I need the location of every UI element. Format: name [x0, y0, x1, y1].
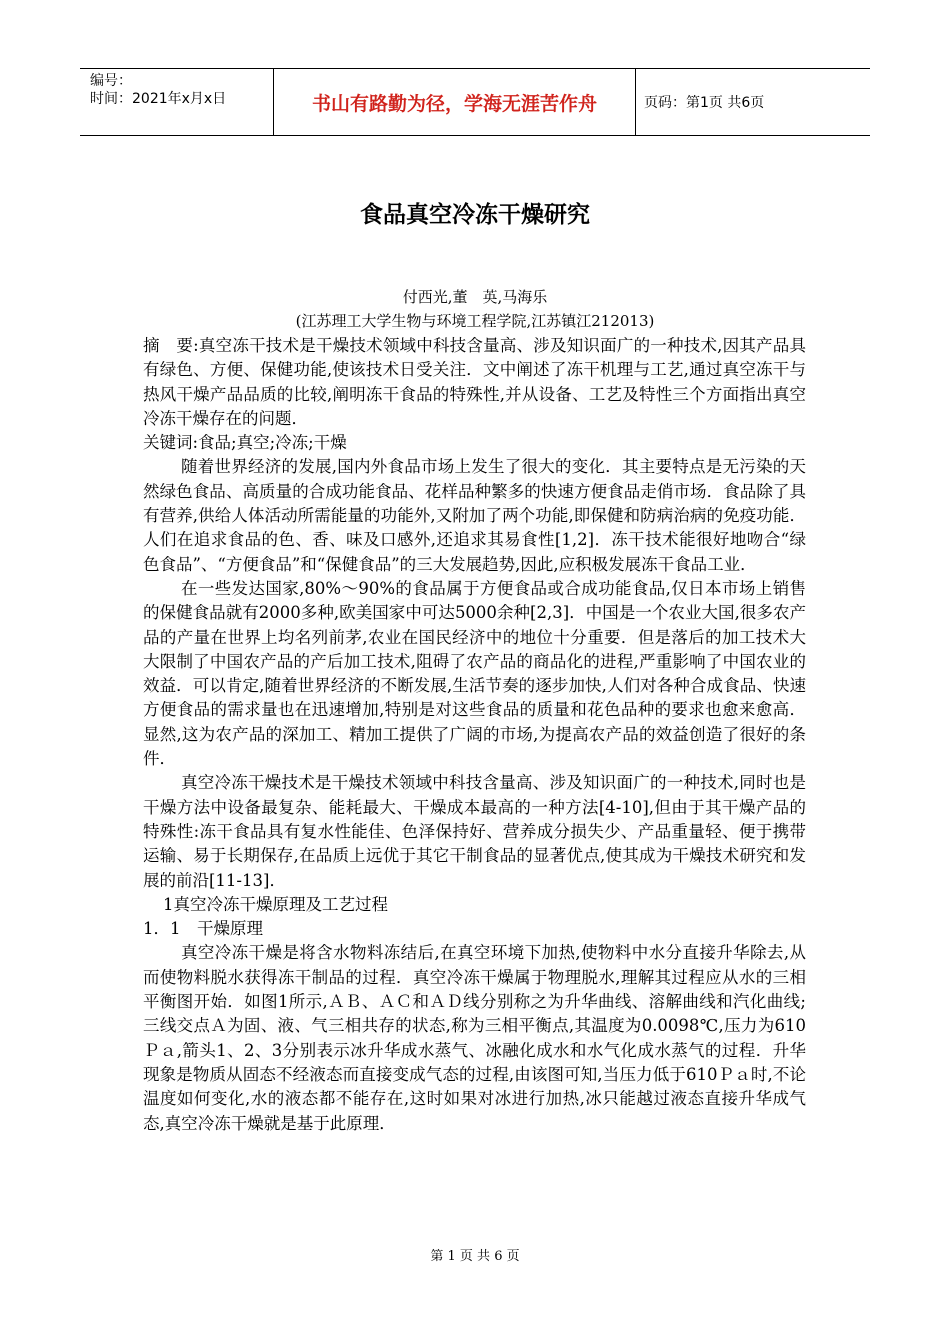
- body-paragraph: 在一些发达国家,80%～90%的食品属于方便食品或合成功能食品,仅日本市场上销售的保健食品就有2000多种,欧美国家中可达5000余种[2,3]．中国是一个农业大国,很多农产品的产量在世界上均名列前茅,农业在国民经济中的地位十分重要．但是落后的加工技术大大限制了中国农产品的产后加工技术,阻碍了农产品的商品化的进程,严重影响了中国农业的效益．可以肯定,随着世界经济的不断发展,生活节奏的逐步加快,人们对各种合成食品、快速方便食品的需求量也在迅速增加,特别是对这些食品的质量和花色品种的要求也愈来愈高．显然,这为农产品的深加工、精加工提供了广阔的市场,为提高农产品的效益创造了很好的条件．: [143, 578, 806, 769]
- header-page-info: 页码：第1页 共6页: [644, 95, 765, 111]
- document-header: [80, 68, 870, 136]
- abstract: 摘 要:真空冻干技术是干燥技术领域中科技含量高、涉及知识面广的一种技术,因其产品具有绿色、方便、保健功能,使该技术日受关注．文中阐述了冻干机理与工艺,通过真空冻干与热风干燥产品品质的比较,阐明冻干食品的特殊性,并从设备、工艺及特性三个方面指出真空冷冻干燥存在的问题．: [143, 336, 806, 428]
- page-footer: 第 1 页 共 6 页: [430, 1249, 520, 1264]
- number-label: 编号：: [90, 73, 132, 89]
- document-body: [143, 334, 806, 1136]
- body-paragraph: 真空冷冻干燥技术是干燥技术领域中科技含量高、涉及知识面广的一种技术,同时也是干燥方法中设备最复杂、能耗最大、干燥成本最高的一种方法[4-10],但由于其干燥产品的特殊性:冻干食品具有复水性能佳、色泽保持好、营养成分损失少、产品重量轻、便于携带运输、易于长期保存,在品质上远优于其它干制食品的显著优点,使其成为干燥技术研究和发展的前沿[11-13]．: [143, 773, 806, 890]
- document-title: 食品真空冷冻干燥研究: [360, 202, 590, 228]
- affiliation: (江苏理工大学生物与环境工程学院,江苏镇江212013): [295, 312, 655, 330]
- body-paragraph: 真空冷冻干燥是将含水物料冻结后,在真空环境下加热,使物料中水分直接升华除去,从而使物料脱水获得冻干制品的过程．真空冷冻干燥属于物理脱水,理解其过程应从水的三相平衡图开始．如图1所示,ＡＢ、ＡＣ和ＡＤ线分别称之为升华曲线、溶解曲线和汽化曲线;三线交点Ａ为固、液、气三相共存的状态,称为三相平衡点,其温度为0.0098℃,压力为610Ｐａ,箭头1、2、3分别表示冰升华成水蒸气、冰融化成水和水气化成水蒸气的过程．升华现象是物质从固态不经液态而直接变成气态的过程,由该图可知,当压力低于610Ｐａ时,不论温度如何变化,水的液态都不能存在,这时如果对冰进行加热,冰只能越过液态直接升华成气态,真空冷冻干燥就是基于此原理．: [143, 943, 806, 1133]
- time-label: 时间：2021年x月x日: [90, 91, 227, 107]
- header-meta-cell: [80, 69, 274, 135]
- authors: 付西光,董 英,马海乐: [402, 288, 548, 306]
- body-paragraph: 随着世界经济的发展,国内外食品市场上发生了很大的变化．其主要特点是无污染的天然绿色食品、高质量的合成功能食品、花样品种繁多的快速方便食品走俏市场．食品除了具有营养,供给人体活动所需能量的功能外,又附加了两个功能,即保健和防病治病的免疫功能．人们在追求食品的色、香、味及口感外,还追求其易食性[1,2]．冻干技术能很好地吻合“绿色食品”、“方便食品”和“保健食品”的三大发展趋势,因此,应积极发展冻干食品工业．: [143, 457, 806, 574]
- subsection-heading: 1．1 干燥原理: [143, 919, 263, 939]
- keywords: 关键词:食品;真空;冷冻;干燥: [143, 433, 347, 453]
- header-motto: 书山有路勤为径，学海无涯苦作舟: [274, 69, 636, 135]
- section-heading: 1真空冷冻干燥原理及工艺过程: [163, 894, 388, 914]
